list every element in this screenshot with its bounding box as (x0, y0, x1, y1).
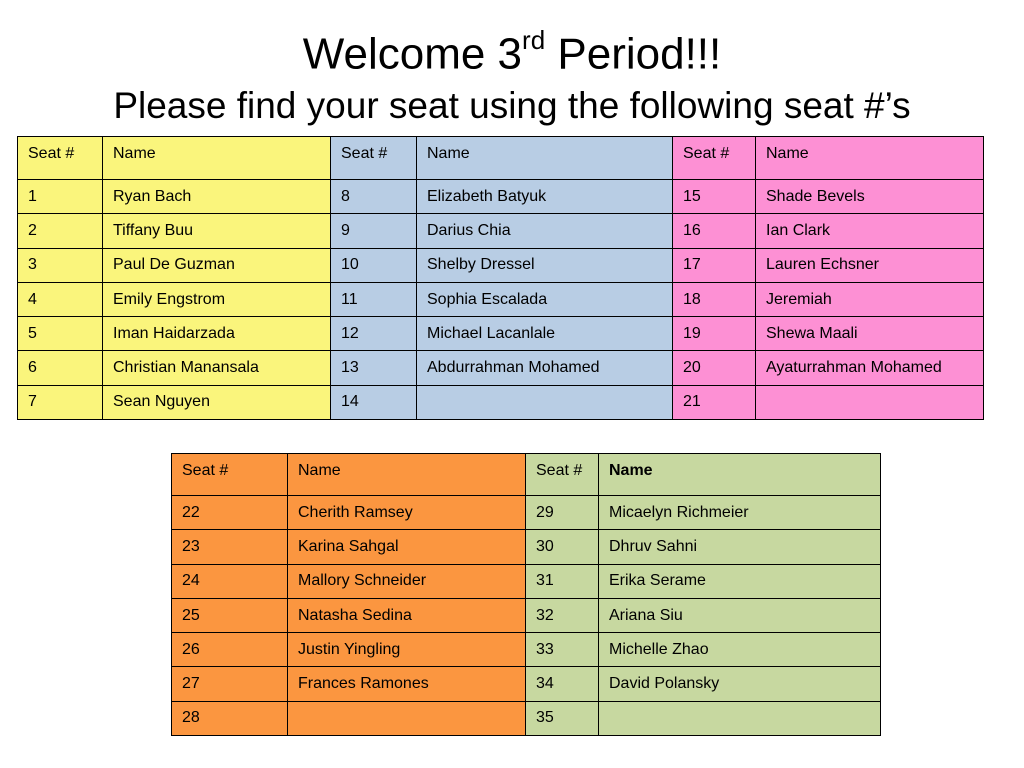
page-subtitle: Please find your seat using the following seat #’s (113, 85, 911, 126)
seat-number-header: Seat # (526, 454, 599, 496)
student-name-cell: Michelle Zhao (599, 633, 881, 667)
name-header: Name (599, 454, 881, 496)
seat-number-cell: 19 (673, 317, 756, 351)
title-welcome: Welcome 3 (302, 29, 523, 79)
table-row (172, 701, 881, 735)
table-row (172, 530, 881, 564)
seat-number-cell: 3 (18, 248, 103, 282)
page-title (0, 14, 1024, 85)
student-name-cell (599, 701, 881, 735)
student-name-cell: Micaelyn Richmeier (599, 496, 881, 530)
table-row (172, 667, 881, 701)
student-name-cell: Shade Bevels (756, 180, 984, 214)
student-name-cell: Ryan Bach (103, 180, 331, 214)
student-name-cell: Ian Clark (756, 214, 984, 248)
seat-number-cell: 27 (172, 667, 288, 701)
student-name-cell: Ariana Siu (599, 598, 881, 632)
student-name-cell: Shelby Dressel (417, 248, 673, 282)
student-name-cell: Natasha Sedina (288, 598, 526, 632)
seating-table-bottom (171, 453, 881, 736)
student-name-cell: Shewa Maali (756, 317, 984, 351)
seat-number-cell: 32 (526, 598, 599, 632)
seat-number-cell: 7 (18, 385, 103, 419)
seat-number-cell: 11 (331, 282, 417, 316)
student-name-cell: Lauren Echsner (756, 248, 984, 282)
table-row (18, 282, 984, 316)
table-row (172, 633, 881, 667)
seat-number-cell: 4 (18, 282, 103, 316)
student-name-cell: Darius Chia (417, 214, 673, 248)
seat-number-header: Seat # (172, 454, 288, 496)
student-name-cell: Ayaturrahman Mohamed (756, 351, 984, 385)
student-name-cell (288, 701, 526, 735)
table-row (18, 180, 984, 214)
seat-number-header: Seat # (18, 137, 103, 180)
seat-number-cell: 33 (526, 633, 599, 667)
student-name-cell: Christian Manansala (103, 351, 331, 385)
seat-number-cell: 18 (673, 282, 756, 316)
student-name-cell: Abdurrahman Mohamed (417, 351, 673, 385)
seat-number-cell: 17 (673, 248, 756, 282)
table-row (172, 598, 881, 632)
seat-number-cell: 35 (526, 701, 599, 735)
student-name-cell: Justin Yingling (288, 633, 526, 667)
table-row (172, 564, 881, 598)
seat-number-cell: 31 (526, 564, 599, 598)
seat-number-cell: 30 (526, 530, 599, 564)
student-name-cell: Emily Engstrom (103, 282, 331, 316)
student-name-cell: Michael Lacanlale (417, 317, 673, 351)
seat-number-cell: 15 (673, 180, 756, 214)
student-name-cell: Jeremiah (756, 282, 984, 316)
seat-number-cell: 16 (673, 214, 756, 248)
seat-number-cell: 22 (172, 496, 288, 530)
seat-number-cell: 34 (526, 667, 599, 701)
student-name-cell (417, 385, 673, 419)
student-name-cell: Cherith Ramsey (288, 496, 526, 530)
seat-number-cell: 23 (172, 530, 288, 564)
student-name-cell: Karina Sahgal (288, 530, 526, 564)
seat-number-cell: 29 (526, 496, 599, 530)
seating-table-top (17, 136, 984, 420)
seat-number-cell: 13 (331, 351, 417, 385)
student-name-cell: Dhruv Sahni (599, 530, 881, 564)
seat-number-header: Seat # (673, 137, 756, 180)
student-name-cell: Mallory Schneider (288, 564, 526, 598)
seat-number-cell: 6 (18, 351, 103, 385)
table-row (18, 385, 984, 419)
student-name-cell (756, 385, 984, 419)
seat-number-cell: 26 (172, 633, 288, 667)
seat-number-cell: 9 (331, 214, 417, 248)
seat-number-cell: 25 (172, 598, 288, 632)
seat-number-cell: 14 (331, 385, 417, 419)
seat-number-cell: 28 (172, 701, 288, 735)
table-row (18, 248, 984, 282)
table-row (18, 351, 984, 385)
seat-number-cell: 21 (673, 385, 756, 419)
table-row (18, 214, 984, 248)
student-name-cell: Erika Serame (599, 564, 881, 598)
seat-number-cell: 24 (172, 564, 288, 598)
name-header: Name (756, 137, 984, 180)
seat-number-cell: 2 (18, 214, 103, 248)
student-name-cell: Sean Nguyen (103, 385, 331, 419)
seat-number-cell: 5 (18, 317, 103, 351)
title-superscript: rd (522, 25, 546, 55)
title-period: Period!!! (545, 29, 722, 79)
seat-number-cell: 12 (331, 317, 417, 351)
table-row (18, 317, 984, 351)
student-name-cell: Frances Ramones (288, 667, 526, 701)
name-header: Name (103, 137, 331, 180)
student-name-cell: Tiffany Buu (103, 214, 331, 248)
table-header-row (18, 137, 984, 180)
seat-number-cell: 8 (331, 180, 417, 214)
name-header: Name (417, 137, 673, 180)
table-row (172, 496, 881, 530)
student-name-cell: David Polansky (599, 667, 881, 701)
student-name-cell: Paul De Guzman (103, 248, 331, 282)
student-name-cell: Iman Haidarzada (103, 317, 331, 351)
seat-number-cell: 1 (18, 180, 103, 214)
student-name-cell: Sophia Escalada (417, 282, 673, 316)
seat-number-header: Seat # (331, 137, 417, 180)
student-name-cell: Elizabeth Batyuk (417, 180, 673, 214)
seat-number-cell: 10 (331, 248, 417, 282)
name-header: Name (288, 454, 526, 496)
table-header-row (172, 454, 881, 496)
seat-number-cell: 20 (673, 351, 756, 385)
